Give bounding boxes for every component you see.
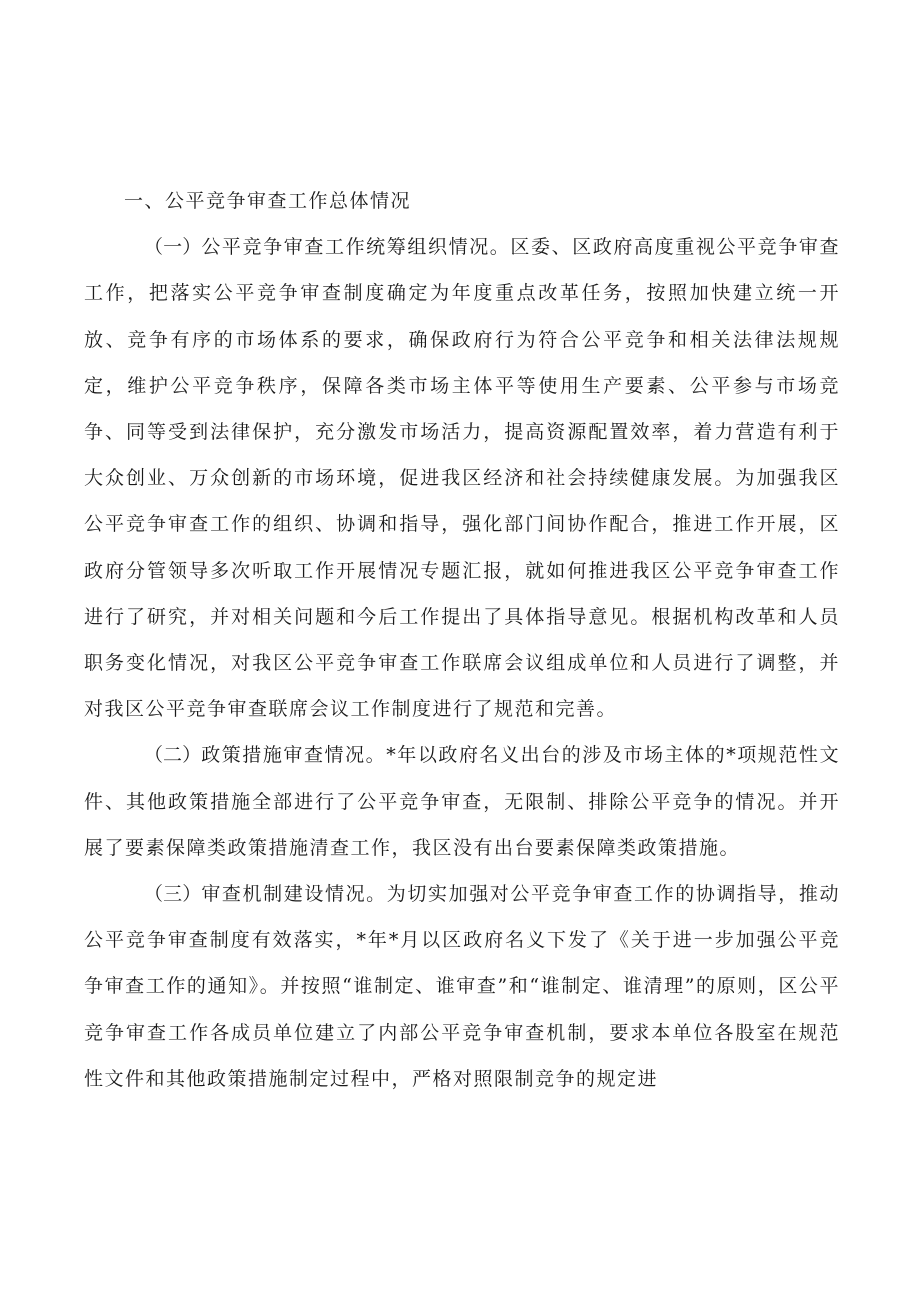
paragraph-3 — [84, 871, 840, 1102]
document-body — [84, 178, 840, 1102]
paragraph-2-label: （二） — [144, 744, 202, 767]
paragraph-3-text: 审查机制建设情况。为切实加强对公平竞争审查工作的协调指导，推动公平竞争审查制度有效落实，*年*月以区政府名义下发了《关于进一步加强公平竞争审查工作的通知》。并按照“谁制定、谁审查”和“谁制定、谁清理”的原则，区公平竞争审查工作各成员单位建立了内部公平竞争审查机制，要求本单位各股室在规范性文件和其他政策措施制定过程中，严格对照限制竞争的规定进 — [84, 883, 840, 1090]
paragraph-1-label: （一） — [144, 236, 202, 259]
paragraph-1 — [84, 224, 840, 732]
paragraph-1-text: 公平竞争审查工作统筹组织情况。区委、区政府高度重视公平竞争审查工作，把落实公平竞争审查制度确定为年度重点改革任务，按照加快建立统一开放、竞争有序的市场体系的要求，确保政府行为符合公平竞争和相关法律法规规定，维护公平竞争秩序，保障各类市场主体平等使用生产要素、公平参与市场竞争、同等受到法律保护，充分激发市场活力，提高资源配置效率，着力营造有利于大众创业、万众创新的市场环境，促进我区经济和社会持续健康发展。为加强我区公平竞争审查工作的组织、协调和指导，强化部门间协作配合，推进工作开展，区政府分管领导多次听取工作开展情况专题汇报，就如何推进我区公平竞争审查工作进行了研究，并对相关问题和今后工作提出了具体指导意见。根据机构改革和人员职务变化情况，对我区公平竞争审查工作联席会议组成单位和人员进行了调整，并对我区公平竞争审查联席会议工作制度进行了规范和完善。 — [84, 236, 840, 721]
paragraph-3-label: （三） — [144, 883, 202, 906]
paragraph-2 — [84, 732, 840, 871]
paragraph-2-text: 政策措施审查情况。*年以政府名义出台的涉及市场主体的*项规范性文件、其他政策措施全部进行了公平竞争审查，无限制、排除公平竞争的情况。并开展了要素保障类政策措施清查工作，我区没有出台要素保障类政策措施。 — [84, 744, 840, 859]
section-heading: 一、公平竞争审查工作总体情况 — [124, 190, 412, 212]
